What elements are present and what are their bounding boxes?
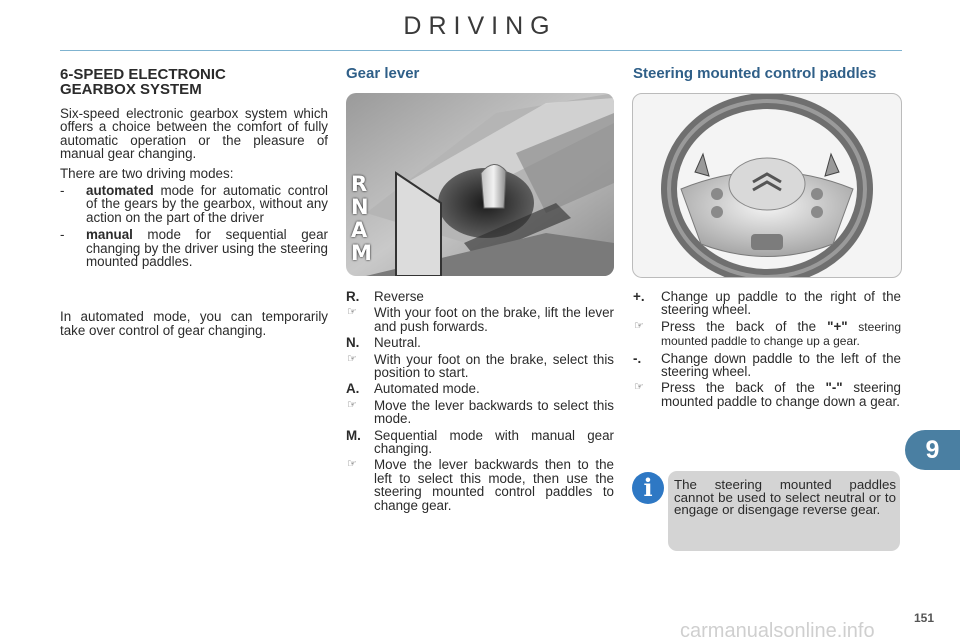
mode-text: mode for automatic control of the gears by the gearbox, without any action on the part of the driver	[86, 183, 328, 225]
step-text: steering mounted paddle to change up a gear.	[661, 319, 902, 349]
step-text: Move the lever backwards to select this mode.	[374, 397, 614, 427]
step-text: Press the back of the	[661, 318, 828, 334]
modes-intro: There are two driving modes:	[60, 165, 234, 181]
mode-automated	[60, 184, 328, 224]
page-title: DRIVING	[403, 12, 557, 40]
gear-lever-heading: Gear lever	[346, 65, 420, 82]
mode-text: mode for sequential gear changing by the driver using the steering mounted paddles.	[86, 227, 328, 270]
step-reverse-action	[346, 306, 614, 333]
info-text: The steering mounted paddles cannot be used to select neutral or to engage or disengage reverse gear.	[674, 477, 896, 518]
step-neutral-action	[346, 353, 614, 380]
finger-icon: ☞	[347, 352, 357, 365]
header-divider	[60, 50, 902, 51]
step-text: Sequential mode with manual gear changing.	[374, 427, 614, 457]
chapter-tab: 9	[905, 430, 960, 470]
step-text: Reverse	[374, 289, 424, 304]
step-mark: M.	[346, 427, 361, 443]
step-text: Press the back of the	[661, 380, 826, 396]
section-heading: 6-SPEED ELECTRONIC GEARBOX SYSTEM	[60, 66, 226, 98]
mode-term: automated	[86, 183, 154, 199]
gate-letter-a: A	[351, 218, 368, 242]
step-mark: +.	[633, 289, 645, 304]
step-text: Move the lever backwards then to the left to select this mode, then use the steering mounted control paddles to change gear.	[374, 457, 614, 513]
page-number: 151	[914, 611, 935, 625]
paddles-heading: Steering mounted control paddles	[633, 65, 877, 82]
gate-letters-overlay	[351, 173, 391, 271]
gate-letter-n: N	[351, 195, 369, 219]
paddle-steps	[633, 287, 901, 408]
finger-icon: ☞	[634, 319, 644, 332]
step-text: Neutral.	[374, 335, 421, 351]
step-neutral	[346, 336, 614, 349]
step-text: With your foot on the brake, lift the lever and push forwards.	[374, 305, 614, 334]
step-text: steering mounted paddle to change down a gear.	[661, 380, 902, 409]
step-automated	[346, 382, 614, 395]
step-symbol: "-"	[825, 380, 843, 396]
gate-letter-m: M	[351, 241, 372, 265]
step-text: Automated mode.	[374, 381, 480, 397]
intro-paragraph: Six-speed electronic gearbox system which offers a choice between the comfort of fully automatic operation or the pleasure of manual gear changing.	[60, 106, 328, 162]
note-paragraph: In automated mode, you can temporarily take over control of gear changing.	[60, 309, 328, 338]
mode-term: manual	[86, 227, 133, 243]
step-change-up-action	[633, 320, 901, 349]
step-manual-action	[346, 458, 614, 512]
left-column	[60, 67, 328, 337]
steering-wheel-photo	[632, 93, 902, 278]
step-change-down-action	[633, 381, 901, 408]
step-text: Change up paddle to the right of the steering wheel.	[661, 289, 901, 318]
step-change-down	[633, 352, 901, 379]
step-automated-action	[346, 399, 614, 426]
gate-letter-r: R	[351, 172, 368, 196]
gear-steps	[346, 287, 614, 512]
info-icon: i	[632, 472, 664, 504]
dash-bullet: -	[60, 227, 65, 243]
step-manual	[346, 429, 614, 456]
mode-manual	[60, 228, 328, 268]
step-change-up	[633, 290, 901, 317]
finger-icon: ☞	[347, 306, 357, 319]
finger-icon: ☞	[347, 398, 357, 411]
step-text: Change down paddle to the left of the steering wheel.	[661, 350, 901, 380]
step-mark: N.	[346, 335, 360, 351]
step-mark: A.	[346, 381, 360, 397]
middle-column	[346, 67, 614, 80]
dash-bullet: -	[60, 183, 65, 199]
right-column	[633, 67, 901, 80]
step-mark: R.	[346, 289, 360, 304]
step-symbol: "+"	[827, 318, 848, 334]
finger-icon: ☞	[634, 381, 644, 394]
step-reverse	[346, 290, 614, 303]
watermark: carmanualsonline.info	[680, 620, 875, 642]
step-mark: -.	[633, 350, 642, 366]
step-text: With your foot on the brake, select this position to start.	[374, 351, 614, 381]
finger-icon: ☞	[347, 458, 357, 471]
